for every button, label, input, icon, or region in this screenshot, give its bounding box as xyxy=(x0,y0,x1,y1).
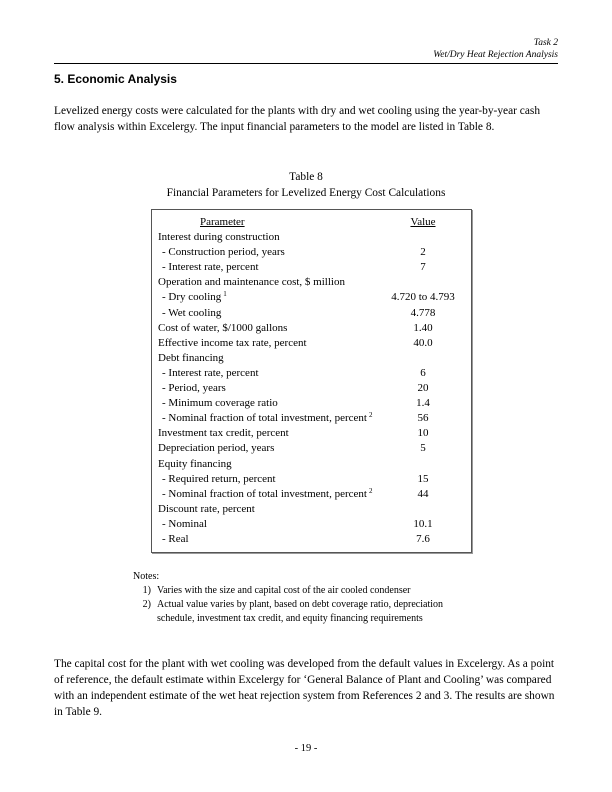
parameter-text: Discount rate, percent xyxy=(158,502,255,515)
table-row xyxy=(158,306,468,321)
table-row xyxy=(158,321,468,336)
parameter-text: Depreciation period, years xyxy=(158,442,275,455)
parameter-text: Equity financing xyxy=(158,457,232,470)
parameter-text: - Real xyxy=(162,532,189,545)
footnote-marker: 2 xyxy=(368,486,373,495)
parameter-text: Investment tax credit, percent xyxy=(158,427,289,440)
value-cell: 1.40 xyxy=(413,321,433,334)
parameter-text: Interest during construction xyxy=(158,231,280,244)
value-cell: 6 xyxy=(420,366,426,379)
value-cell xyxy=(378,351,468,366)
closing-paragraph: The capital cost for the plant with wet cooling was developed from the default values in Excelergy. As a point of reference, the default estimate within Excelergy for ‘General Balance of Plant and Cooling’ was compared with an independent estimate of the wet heat rejection system from References 2 and 3. The results are shown in Table 9. xyxy=(54,658,555,718)
value-cell: 10.1 xyxy=(413,517,433,530)
table-row xyxy=(158,290,468,305)
value-cell xyxy=(378,457,468,472)
parameter-cell xyxy=(158,290,378,305)
value-cell: 15 xyxy=(417,472,429,485)
value-cell xyxy=(378,502,468,517)
table-row xyxy=(158,441,468,456)
value-cell: 7 xyxy=(420,261,426,274)
parameter-cell xyxy=(158,532,378,547)
parameter-text: Operation and maintenance cost, $ million xyxy=(158,276,345,289)
financial-parameters-table xyxy=(158,215,468,547)
value-cell: 4.778 xyxy=(410,306,436,319)
table-row xyxy=(158,351,468,366)
parameter-cell xyxy=(158,411,378,426)
parameter-text: - Nominal fraction of total investment, percent xyxy=(162,412,367,425)
footnote-marker: 2 xyxy=(368,411,373,420)
table-row xyxy=(158,336,468,351)
table-body xyxy=(158,230,468,547)
parameter-text: - Interest rate, percent xyxy=(162,366,259,379)
table-row xyxy=(158,260,468,275)
parameter-cell xyxy=(158,230,378,245)
parameter-text: - Wet cooling xyxy=(162,306,222,319)
value-cell: 10 xyxy=(417,427,429,440)
parameter-cell xyxy=(158,321,378,336)
table-row xyxy=(158,472,468,487)
value-cell xyxy=(378,275,468,290)
table-row xyxy=(158,517,468,532)
value-cell: 40.0 xyxy=(413,336,433,349)
parameter-text: - Period, years xyxy=(162,382,226,395)
column-header-parameter: Parameter xyxy=(200,216,245,228)
parameter-text: - Dry cooling xyxy=(162,291,222,304)
table-row xyxy=(158,396,468,411)
value-cell: 2 xyxy=(420,246,426,259)
parameter-text: - Nominal xyxy=(162,517,207,530)
running-header xyxy=(433,37,558,61)
parameter-cell xyxy=(158,517,378,532)
header-subtitle: Wet/Dry Heat Rejection Analysis xyxy=(433,50,558,60)
column-header-value: Value xyxy=(410,216,436,228)
table-row xyxy=(158,532,468,547)
parameter-text: Debt financing xyxy=(158,351,224,364)
parameter-cell xyxy=(158,245,378,260)
table-row xyxy=(158,457,468,472)
table-row xyxy=(158,487,468,502)
parameter-cell xyxy=(158,502,378,517)
parameter-cell xyxy=(158,275,378,290)
value-cell: 1.4 xyxy=(416,397,430,410)
table-title: Financial Parameters for Levelized Energy Cost Calculations xyxy=(166,187,446,199)
parameter-cell xyxy=(158,351,378,366)
table-row xyxy=(158,230,468,245)
section-title: 5. Economic Analysis xyxy=(54,72,177,86)
notes-label: Notes: xyxy=(133,571,160,582)
parameter-text: - Interest rate, percent xyxy=(162,261,259,274)
parameter-cell xyxy=(158,472,378,487)
parameter-cell xyxy=(158,396,378,411)
table-notes xyxy=(133,570,477,626)
page-number: - 19 - xyxy=(294,743,318,754)
parameter-cell xyxy=(158,457,378,472)
table-row xyxy=(158,411,468,426)
note-number: 1) xyxy=(142,585,151,596)
table-row xyxy=(158,245,468,260)
parameter-cell xyxy=(158,366,378,381)
note-item xyxy=(133,584,477,598)
parameter-cell xyxy=(158,381,378,396)
table-row xyxy=(158,275,468,290)
parameter-cell xyxy=(158,441,378,456)
value-cell: 5 xyxy=(420,442,426,455)
table-row xyxy=(158,366,468,381)
parameter-text: Effective income tax rate, percent xyxy=(158,336,307,349)
parameter-text: - Construction period, years xyxy=(162,246,285,259)
table-row xyxy=(158,426,468,441)
table-row xyxy=(158,381,468,396)
parameter-cell xyxy=(158,426,378,441)
parameter-cell xyxy=(158,306,378,321)
value-cell: 4.720 to 4.793 xyxy=(391,291,455,304)
table-header-row xyxy=(158,215,468,230)
table-row xyxy=(158,502,468,517)
note-number: 2) xyxy=(142,599,151,610)
value-cell: 20 xyxy=(417,382,429,395)
parameter-cell xyxy=(158,260,378,275)
header-task: Task 2 xyxy=(533,38,558,48)
value-cell xyxy=(378,230,468,245)
table-number: Table 8 xyxy=(289,171,323,183)
note-item xyxy=(133,598,477,626)
parameter-cell xyxy=(158,487,378,502)
parameter-text: - Minimum coverage ratio xyxy=(162,397,278,410)
value-cell: 44 xyxy=(417,487,429,500)
note-text: Actual value varies by plant, based on debt coverage ratio, depreciation schedule, investment tax credit, and equity financing requirements xyxy=(157,599,443,624)
parameter-text: - Nominal fraction of total investment, percent xyxy=(162,487,367,500)
note-text: Varies with the size and capital cost of the air cooled condenser xyxy=(157,585,411,596)
parameter-cell xyxy=(158,336,378,351)
footnote-marker: 1 xyxy=(223,290,227,299)
parameter-text: Cost of water, $/1000 gallons xyxy=(158,321,288,334)
intro-paragraph: Levelized energy costs were calculated for the plants with dry and wet cooling using the year-by-year cash flow analysis within Excelergy. The input financial parameters to the model are listed in Table 8. xyxy=(54,105,541,133)
header-rule xyxy=(54,63,558,64)
parameter-text: - Required return, percent xyxy=(162,472,276,485)
value-cell: 56 xyxy=(417,412,429,425)
value-cell: 7.6 xyxy=(416,532,430,545)
